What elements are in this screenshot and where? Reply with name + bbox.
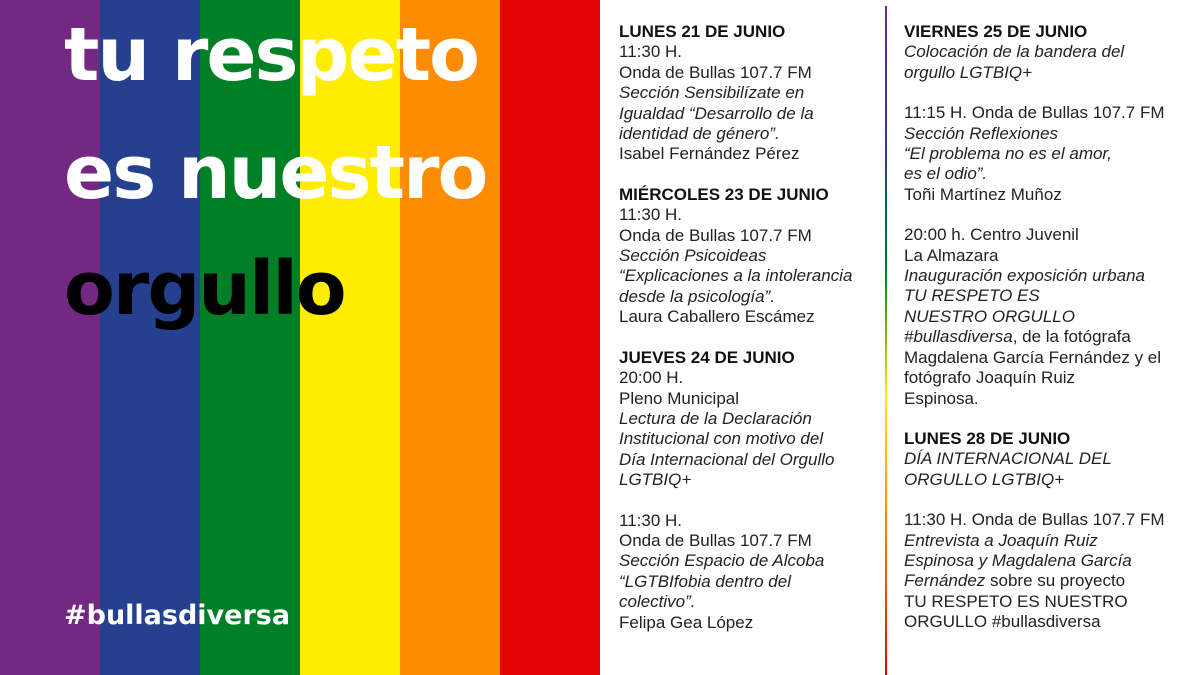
event-place: Onda de Bullas 107.7 FM bbox=[619, 530, 812, 550]
event-description: Sección Sensibilízate en bbox=[619, 83, 805, 103]
event-description-mixed bbox=[904, 571, 1194, 591]
event-description: DÍA INTERNACIONAL DEL bbox=[904, 449, 1112, 469]
event-place: Onda de Bullas 107.7 FM bbox=[619, 225, 812, 245]
event-description: Sección Reflexiones bbox=[904, 123, 1059, 143]
headline-line-1: tu respeto bbox=[64, 12, 478, 98]
event-description: es el odio”. bbox=[904, 164, 988, 184]
event-description: ORGULLO #bullasdiversa bbox=[904, 612, 1101, 632]
flag-stripe-blue bbox=[100, 0, 200, 675]
event-person: Toñi Martínez Muñoz bbox=[904, 184, 1062, 204]
flag-stripe-green bbox=[200, 0, 300, 675]
event-description-tail: , de la fotógrafa bbox=[1012, 327, 1131, 347]
event-day-heading: MIÉRCOLES 23 DE JUNIO bbox=[619, 184, 829, 204]
event-description: Magdalena García Fernández y el bbox=[904, 347, 1162, 367]
event-description: fotógrafo Joaquín Ruiz bbox=[904, 368, 1076, 388]
event-description: Lectura de la Declaración bbox=[619, 408, 812, 428]
event-description-italic: Fernández bbox=[904, 571, 986, 591]
headline-line-2: es nuestro bbox=[64, 130, 487, 216]
flag-stripe-purple bbox=[0, 0, 100, 675]
event-time: 11:30 H. bbox=[619, 205, 683, 225]
event-time: 11:30 H. bbox=[619, 42, 683, 62]
spacer bbox=[904, 490, 1194, 510]
event-description: Colocación de la bandera del bbox=[904, 42, 1125, 62]
flag-stripe-orange bbox=[400, 0, 500, 675]
event-description: Inauguración exposición urbana bbox=[904, 266, 1146, 286]
hashtag-inline: #bullasdiversa bbox=[904, 327, 1013, 347]
event-description: Institucional con motivo del bbox=[619, 429, 824, 449]
event-description: Entrevista a Joaquín Ruiz bbox=[904, 530, 1098, 550]
spacer bbox=[619, 491, 881, 511]
headline-line-3: orgullo bbox=[64, 246, 345, 332]
event-description: colectivo”. bbox=[619, 592, 696, 612]
event-description: “El problema no es el amor, bbox=[904, 144, 1112, 164]
event-day-heading: JUEVES 24 DE JUNIO bbox=[619, 347, 795, 367]
event-description: Sección Psicoideas bbox=[619, 246, 767, 266]
event-description: NUESTRO ORGULLO bbox=[904, 306, 1075, 326]
event-lunes-21 bbox=[619, 22, 881, 165]
event-description: “LGTBIfobia dentro del bbox=[619, 571, 791, 591]
event-lunes-28 bbox=[904, 429, 1194, 633]
event-time: 20:00 H. bbox=[619, 368, 684, 388]
schedule-column-2 bbox=[904, 22, 1194, 653]
event-place: Onda de Bullas 107.7 FM bbox=[619, 62, 812, 82]
spacer bbox=[904, 205, 1194, 225]
event-description: ORGULLO LGTBIQ+ bbox=[904, 469, 1065, 489]
event-day-heading: VIERNES 25 DE JUNIO bbox=[904, 22, 1088, 41]
event-day-heading: LUNES 28 DE JUNIO bbox=[904, 428, 1071, 448]
event-place: La Almazara bbox=[904, 245, 999, 265]
schedule-column-1 bbox=[619, 22, 881, 653]
rainbow-divider bbox=[885, 6, 887, 675]
event-time: 20:00 h. Centro Juvenil bbox=[904, 225, 1079, 245]
event-day-heading: LUNES 21 DE JUNIO bbox=[619, 22, 786, 41]
event-description: Igualdad “Desarrollo de la bbox=[619, 103, 814, 123]
event-description: TU RESPETO ES NUESTRO bbox=[904, 591, 1128, 611]
event-jueves-24 bbox=[619, 348, 881, 633]
event-description: orgullo LGTBIQ+ bbox=[904, 62, 1033, 82]
event-time: 11:30 H. Onda de Bullas 107.7 FM bbox=[904, 510, 1165, 530]
event-person: Felipa Gea López bbox=[619, 612, 754, 632]
event-description: “Explicaciones a la intolerancia bbox=[619, 266, 853, 286]
event-description: Espinosa y Magdalena García bbox=[904, 550, 1132, 570]
event-description: Espinosa. bbox=[904, 388, 979, 408]
hashtag: #bullasdiversa bbox=[64, 600, 291, 631]
flag-stripe-yellow bbox=[300, 0, 400, 675]
event-description: Día Internacional del Orgullo bbox=[619, 449, 835, 469]
event-description-mixed bbox=[904, 327, 1194, 347]
event-miercoles-23 bbox=[619, 185, 881, 328]
event-description-tail: sobre su proyecto bbox=[985, 571, 1126, 591]
flag-stripe-red bbox=[500, 0, 600, 675]
event-description: Sección Espacio de Alcoba bbox=[619, 551, 825, 571]
spacer bbox=[904, 83, 1194, 103]
event-place: Pleno Municipal bbox=[619, 388, 740, 408]
event-description: identidad de género”. bbox=[619, 124, 780, 144]
event-description: desde la psicología”. bbox=[619, 286, 775, 306]
event-person: Isabel Fernández Pérez bbox=[619, 144, 800, 164]
event-person: Laura Caballero Escámez bbox=[619, 307, 815, 327]
event-description: LGTBIQ+ bbox=[619, 470, 692, 490]
event-time: 11:15 H. Onda de Bullas 107.7 FM bbox=[904, 103, 1165, 123]
event-description: TU RESPETO ES bbox=[904, 286, 1040, 306]
event-time: 11:30 H. bbox=[619, 510, 683, 530]
event-viernes-25 bbox=[904, 22, 1194, 409]
